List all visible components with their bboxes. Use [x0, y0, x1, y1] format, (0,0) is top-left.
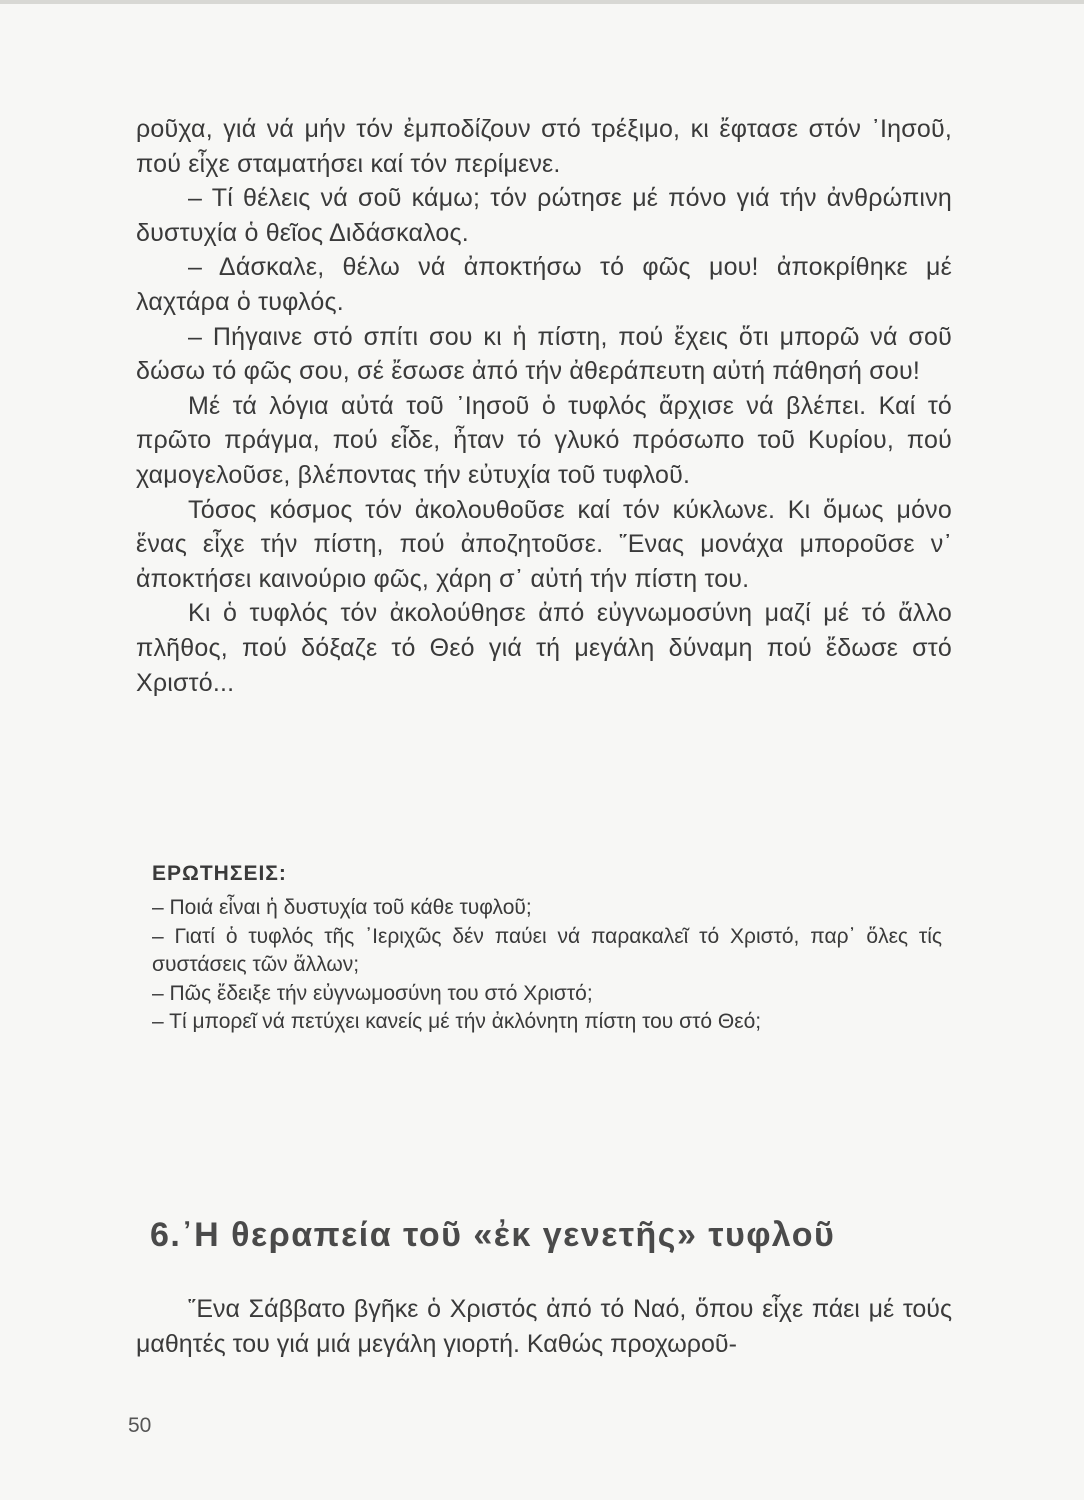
body-text: [136, 112, 952, 700]
question-item: – Γιατί ὁ τυφλός τῆς ᾽Ιεριχῶς δέν παύει νά παρακαλεῖ τό Χριστό, παρ᾽ ὅλες τίς συστάσεις τῶν ἄλλων;: [152, 924, 942, 977]
page-number: 50: [128, 1414, 152, 1437]
paragraph: Τόσος κόσμος τόν ἀκολουθοῦσε καί τόν κύκλωνε. Κι ὅμως μόνο ἕνας εἶχε τήν πίστη, πού ἀποζητοῦσε. ῞Ενας μονάχα μποροῦσε ν᾽ ἀποκτήσει καινούριο φῶς, χάρη σ᾽ αὐτή τήν πίστη του.: [136, 495, 952, 593]
section-text: [136, 1292, 952, 1361]
section-paragraph: ῞Ενα Σάββατο βγῆκε ὁ Χριστός ἀπό τό Ναό, ὅπου εἶχε πάει μέ τούς μαθητές του γιά μιά μεγάλη γιορτή. Καθώς προχωροῦ-: [136, 1295, 952, 1358]
question-item: – Πῶς ἔδειξε τήν εὐγνωμοσύνη του στό Χριστό;: [152, 981, 593, 1005]
question-item: – Τί μπορεῖ νά πετύχει κανείς μέ τήν ἀκλόνητη πίστη του στό Θεό;: [152, 1010, 762, 1034]
paragraph: ροῦχα, γιά νά μήν τόν ἐμποδίζουν στό τρέξιμο, κι ἔφτασε στόν ᾽Ιησοῦ, πού εἶχε σταματήσει καί τόν περίμενε.: [136, 115, 952, 178]
question-item: – Ποιά εἶναι ἡ δυστυχία τοῦ κάθε τυφλοῦ;: [152, 896, 532, 919]
section-heading: 6.᾽Η θεραπεία τοῦ «ἐκ γενετῆς» τυφλοῦ: [150, 1216, 836, 1254]
paragraph: – Τί θέλεις νά σοῦ κάμω; τόν ρώτησε μέ πόνο γιά τήν ἀνθρώπινη δυστυχία ὁ θεῖος Διδάσκαλος.: [136, 184, 952, 247]
questions-list: [152, 894, 942, 1037]
questions-title: ΕΡΩΤΗΣΕΙΣ:: [152, 862, 287, 885]
page-top-edge: [0, 0, 1084, 4]
paragraph: Κι ὁ τυφλός τόν ἀκολούθησε ἀπό εὐγνωμοσύνη μαζί μέ τό ἄλλο πλῆθος, πού δόξαζε τό Θεό γιά τή μεγάλη δύναμη πού ἔδωσε στό Χριστό...: [136, 599, 952, 697]
paragraph: – Πήγαινε στό σπίτι σου κι ἡ πίστη, πού ἔχεις ὅτι μπορῶ νά σοῦ δώσω τό φῶς σου, σέ ἔσωσε ἀπό τήν ἀθεράπευτη αὐτή πάθησή σου!: [136, 322, 952, 386]
paragraph: Μέ τά λόγια αὐτά τοῦ ᾽Ιησοῦ ὁ τυφλός ἄρχισε νά βλέπει. Καί τό πρῶτο πράγμα, πού εἶδε, ἦταν τό γλυκό πρόσωπο τοῦ Κυρίου, πού χαμογελοῦσε, βλέποντας τήν εὐτυχία τοῦ τυφλοῦ.: [136, 391, 952, 489]
paragraph: – Δάσκαλε, θέλω νά ἀποκτήσω τό φῶς μου! ἀποκρίθηκε μέ λαχτάρα ὁ τυφλός.: [136, 253, 952, 316]
